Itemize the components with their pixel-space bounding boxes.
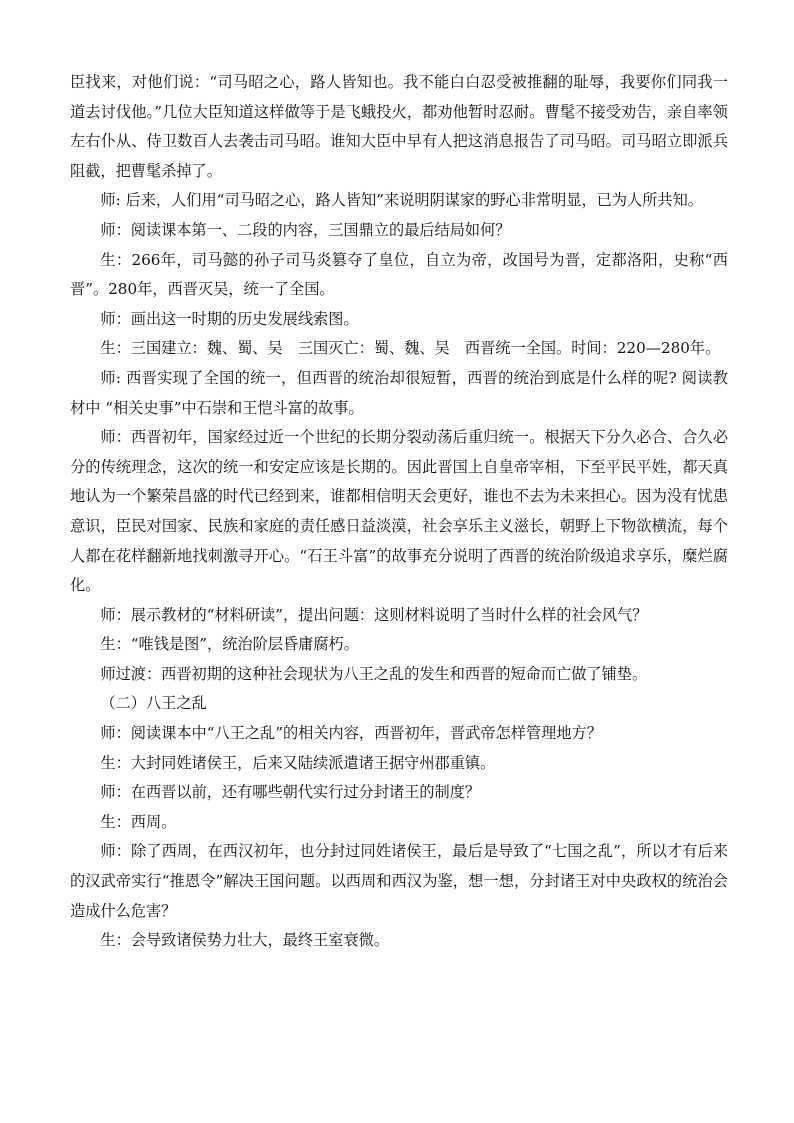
section-heading-eight-princes: （二）八王之乱 (100, 694, 207, 713)
paragraph-teacher-explanation: 师：西晋初年，国家经过近一个世纪的长期分裂动荡后重归统一。根据天下分久必合、合久必分的传统理念，这次的统一和安定应该是长期的。因此晋国上自皇帝宰相，下至平民平姓，都天真地认为一个繁荣昌盛的时代已经到来，谁都相信明天会更好，谁也不去为未来担心。因为没有忧患意识，臣民对国家、民族和家庭的责任感日益淡漠，社会享乐主义滋长，朝野上下物欲横流，每个人都在花样翻新地找刺激寻开心。“石王斗富”的故事充分说明了西晋的统治阶级追求享乐，糜烂腐化。 (70, 428, 728, 595)
paragraph-teacher-timeline: 师：画出这一时期的历史发展线索图。 (100, 309, 359, 328)
paragraph-student-timeline: 生：三国建立：魏、蜀、吴 三国灭亡：蜀、魏、吴 西晋统一全国。时间：220—280年。 (100, 339, 721, 358)
document-body (70, 68, 728, 956)
paragraph-student-social-mood: 生：“唯钱是图”，统治阶层昏庸腐朽。 (100, 635, 359, 654)
paragraph-teacher-harm-question: 师：除了西周，在西汉初年，也分封过同姓诸侯王，最后是导致了“七国之乱”，所以才有后来的汉武帝实行“推恩令”解决王国问题。以西周和西汉为鉴，想一想，分封诸王对中央政权的统治会造成什么危害？ (70, 842, 728, 920)
paragraph-student-enfeoffment: 生：大封同姓诸侯王，后来又陆续派遣诸王据守州郡重镇。 (100, 753, 496, 772)
paragraph-cao-mao-story: 臣找来，对他们说：“司马昭之心，路人皆知也。我不能白白忍受被推翻的耻辱，我要你们同我一道去讨伐他。”几位大臣知道这样做等于是飞蛾投火，都劝他暂时忍耐。曹髦不接受劝告，亲自率领左右仆从、侍卫数百人去袭击司马昭。谁知大臣中早有人把这消息报告了司马昭。司马昭立即派兵阻截，把曹髦杀掉了。 (70, 73, 728, 180)
paragraph-student-western-jin: 生：266年，司马懿的孙子司马炎篡夺了皇位，自立为帝，改国号为晋，定都洛阳，史称“西晋”。280年，西晋灭吴，统一了全国。 (70, 250, 728, 299)
paragraph-teacher-local-rule: 师：阅读课本中“八王之乱”的相关内容，西晋初年，晋武帝怎样管理地方？ (100, 724, 602, 743)
paragraph-student-harm-answer: 生：会导致诸侯势力壮大，最终王室衰微。 (100, 931, 389, 950)
paragraph-teacher-idiom: 师: 后来，人们用“司马昭之心，路人皆知”来说明阴谋家的野心非常明显，已为人所共知。 (100, 191, 703, 210)
paragraph-teacher-transition: 师过渡：西晋初期的这种社会现状为八王之乱的发生和西晋的短命而亡做了铺垫。 (100, 664, 648, 683)
paragraph-student-western-zhou: 生：西周。 (100, 812, 177, 831)
paragraph-teacher-material: 师：展示教材的“材料研读”，提出问题：这则材料说明了当时什么样的社会风气？ (100, 605, 648, 624)
paragraph-teacher-earlier-dynasties: 师：在西晋以前，还有哪些朝代实行过分封诸王的制度？ (100, 783, 481, 802)
paragraph-teacher-western-jin-rule: 师: 西晋实现了全国的统一，但西晋的统治却很短暂，西晋的统治到底是什么样的呢? 阅读教材中 “相关史事”中石崇和王恺斗富的故事。 (70, 368, 728, 417)
paragraph-teacher-question-outcome: 师：阅读课本第一、二段的内容，三国鼎立的最后结局如何？ (100, 220, 511, 239)
